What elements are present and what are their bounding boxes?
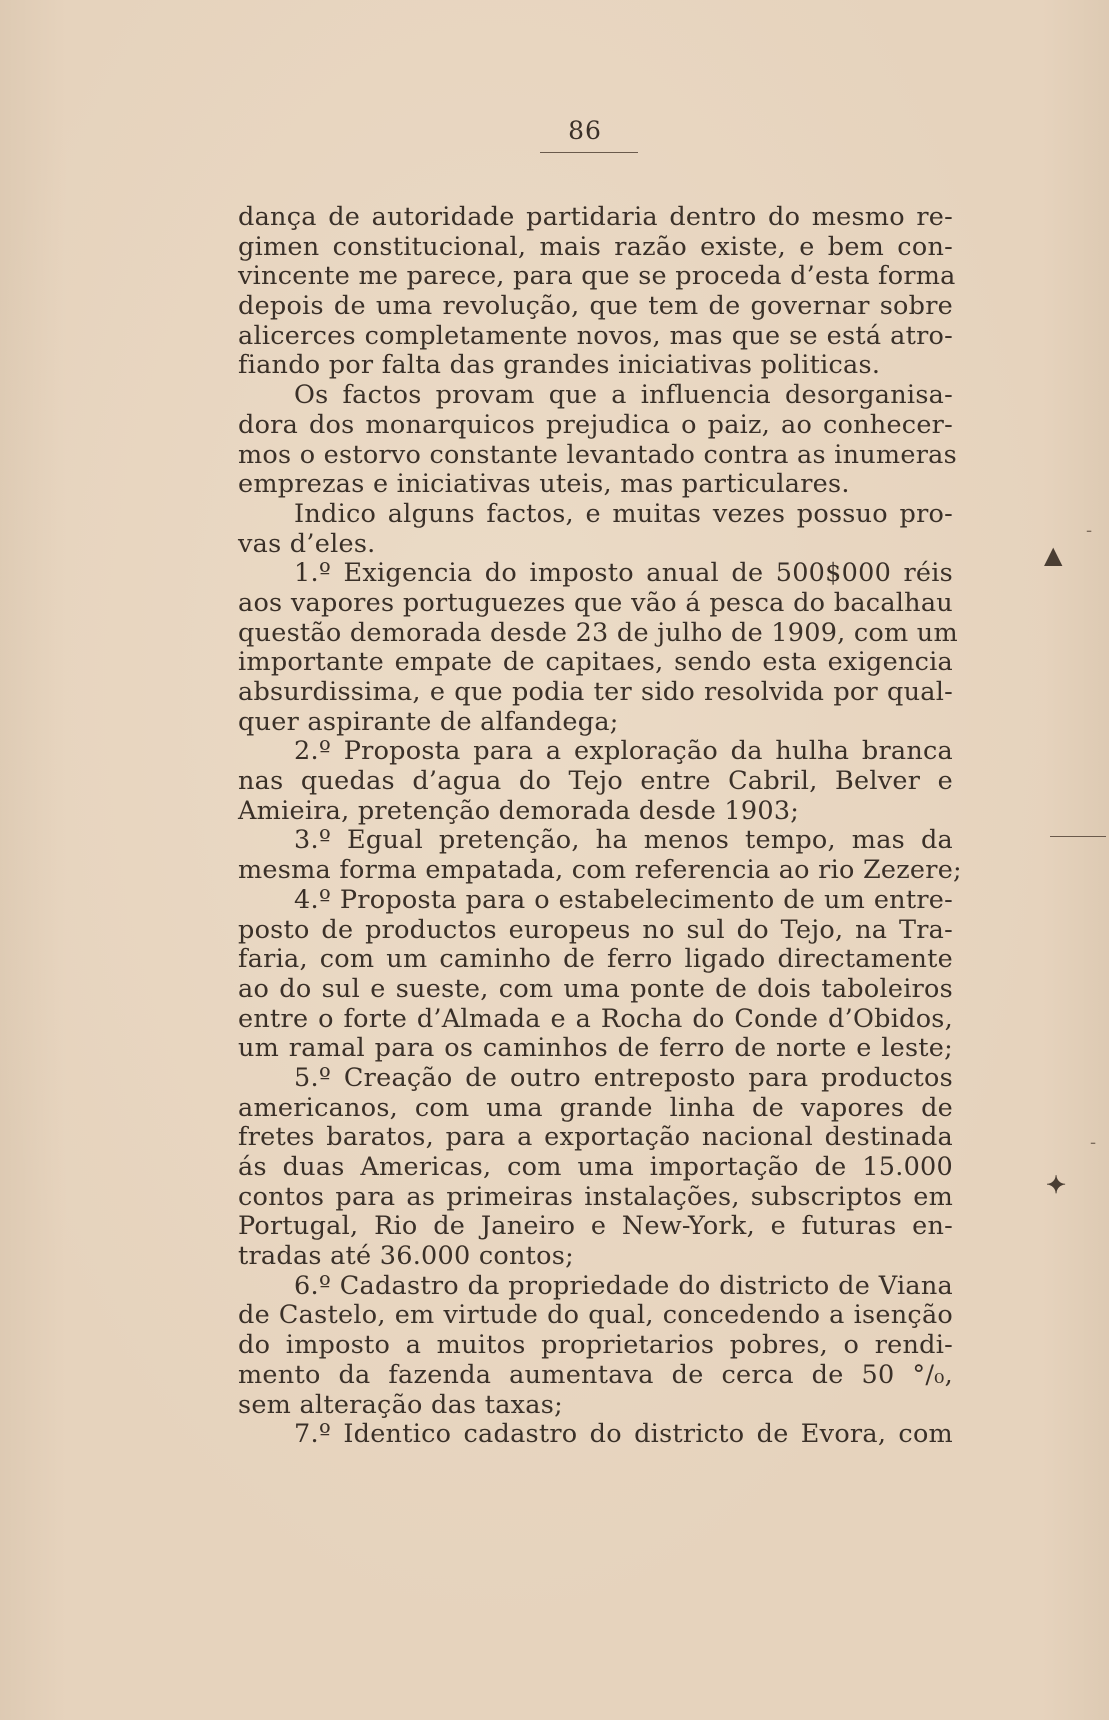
text-line: ao do sul e sueste, com uma ponte de dois taboleiros — [238, 973, 953, 1004]
margin-dash-mark: - — [1090, 1132, 1097, 1153]
text-line: americanos, com uma grande linha de vapores de — [238, 1092, 953, 1123]
text-line: 5.º Creação de outro entreposto para productos — [294, 1062, 953, 1093]
text-line: 7.º Identico cadastro do districto de Evora, com — [294, 1419, 953, 1450]
text-line: emprezas e iniciativas uteis, mas particulares. — [238, 469, 850, 500]
text-line: 6.º Cadastro da propriedade do districto de Viana — [294, 1270, 953, 1301]
text-line: dora dos monarquicos prejudica o paiz, ao conhecer- — [238, 409, 953, 440]
text-line: mesma forma empatada, com referencia ao rio Zezere; — [238, 855, 962, 886]
text-line: de Castelo, em virtude do qual, concedendo a isenção — [238, 1300, 953, 1331]
text-line: Os factos provam que a influencia desorganisa- — [294, 380, 953, 411]
text-line: fiando por falta das grandes iniciativas politicas. — [238, 350, 881, 381]
text-line: 2.º Proposta para a exploração da hulha branca — [294, 736, 953, 767]
text-line: contos para as primeiras instalações, subscriptos em — [238, 1181, 953, 1212]
text-line: faria, com um caminho de ferro ligado directamente — [238, 944, 953, 975]
margin-dash-mark — [1050, 836, 1106, 837]
text-line: sem alteração das taxas; — [238, 1389, 563, 1420]
text-line: vas d’eles. — [238, 528, 376, 559]
text-line: gimen constitucional, mais razão existe, e bem con- — [238, 231, 953, 262]
text-line: fretes baratos, para a exportação nacional destinada — [238, 1122, 953, 1153]
text-line: Amieira, pretenção demorada desde 1903; — [238, 795, 800, 826]
text-line: entre o forte d’Almada e a Rocha do Conde d’Obidos, — [238, 1003, 953, 1034]
text-line: nas quedas d’agua do Tejo entre Cabril, Belver e — [238, 766, 953, 797]
text-line: mos o estorvo constante levantado contra as inumeras — [238, 439, 957, 470]
text-line: quer aspirante de alfandega; — [238, 706, 619, 737]
margin-dash-mark: - — [1086, 520, 1093, 541]
text-line: questão demorada desde 23 de julho de 1909, com um — [238, 617, 958, 648]
page-number-rule — [540, 152, 638, 153]
text-line: aos vapores portuguezes que vão á pesca do bacalhau — [238, 587, 953, 618]
text-line: Indico alguns factos, e muitas vezes possuo pro- — [294, 498, 953, 529]
text-line: do imposto a muitos proprietarios pobres, o rendi- — [238, 1330, 953, 1361]
body-text — [238, 202, 962, 1450]
text-line: depois de uma revolução, que tem de governar sobre — [238, 291, 953, 322]
text-line: 4.º Proposta para o estabelecimento de um entre- — [294, 884, 953, 915]
margin-blot-mark: ▲ — [1044, 540, 1063, 569]
text-line: Portugal, Rio de Janeiro e New-York, e futuras en- — [238, 1211, 953, 1242]
text-line: importante empate de capitaes, sendo esta exigencia — [238, 647, 953, 678]
text-line: ás duas Americas, com uma importação de 15.000 — [238, 1152, 953, 1182]
text-line: 1.º Exigencia do imposto anual de 500$000 réis — [294, 558, 953, 589]
margin-blot-mark: ✦ — [1046, 1170, 1067, 1199]
text-line: absurdissima, e que podia ter sido resolvida por qual- — [238, 677, 953, 707]
text-line: 3.º Egual pretenção, ha menos tempo, mas da — [294, 825, 953, 856]
text-line: posto de productos europeus no sul do Tejo, na Tra- — [238, 914, 953, 945]
text-line: vincente me parece, para que se proceda d’esta forma — [238, 261, 956, 292]
text-line: alicerces completamente novos, mas que se está atro- — [238, 320, 953, 351]
text-line: um ramal para os caminhos de ferro de norte e leste; — [238, 1033, 953, 1064]
page-number: 86 — [568, 116, 602, 145]
text-line: dança de autoridade partidaria dentro do mesmo re- — [238, 202, 953, 232]
text-line: tradas até 36.000 contos; — [238, 1241, 574, 1272]
text-line: mento da fazenda aumentava de cerca de 50 °/₀, — [238, 1359, 953, 1390]
